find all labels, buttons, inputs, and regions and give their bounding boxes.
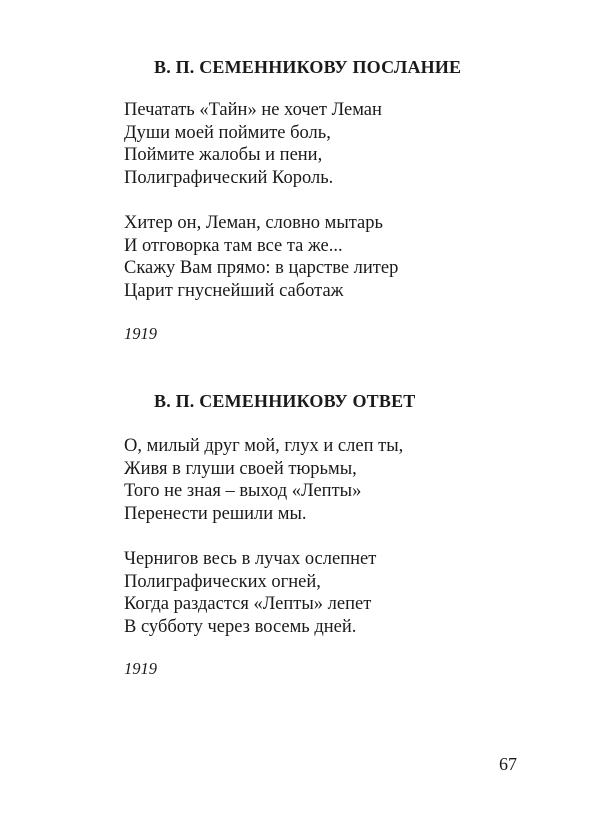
verse-line: Того не зная – выход «Лепты» — [124, 481, 362, 501]
verse-line: Поймите жалобы и пени, — [124, 145, 323, 165]
verse-line: Живя в глуши своей тюрьмы, — [124, 458, 357, 479]
poem-1-stanza-2 — [124, 212, 398, 302]
verse-line: О, милый друг мой, глух и слеп ты, — [124, 436, 404, 456]
verse-line: В субботу через восемь дней. — [124, 616, 357, 637]
poem-2-title: В. П. СЕМЕННИКОВУ ОТВЕТ — [154, 391, 416, 411]
poem-2-stanza-1 — [124, 435, 403, 525]
verse-line: Хитер он, Леман, словно мытарь — [124, 213, 383, 233]
verse-line: Полиграфических огней, — [124, 571, 321, 592]
poem-1-stanza-1 — [124, 99, 382, 189]
verse-line: Скажу Вам прямо: в царстве литер — [124, 258, 399, 278]
verse-line: Печатать «Тайн» не хочет Леман — [124, 100, 382, 120]
poem-2-date: 1919 — [124, 659, 157, 678]
verse-line: Чернигов весь в лучах ослепнет — [124, 549, 377, 569]
verse-line: Когда раздастся «Лепты» лепет — [124, 594, 372, 614]
page-number: 67 — [499, 754, 517, 774]
verse-line: Перенести решили мы. — [124, 503, 307, 524]
verse-line: Царит гнуснейший саботаж — [124, 280, 344, 301]
poem-1-date: 1919 — [124, 324, 157, 343]
poem-1-title: В. П. СЕМЕННИКОВУ ПОСЛАНИЕ — [154, 57, 462, 77]
verse-line: Души моей поймите боль, — [124, 122, 331, 143]
verse-line: И отговорка там все та же... — [124, 235, 343, 256]
poem-2-stanza-2 — [124, 548, 376, 638]
verse-line: Полиграфический Король. — [124, 167, 334, 188]
